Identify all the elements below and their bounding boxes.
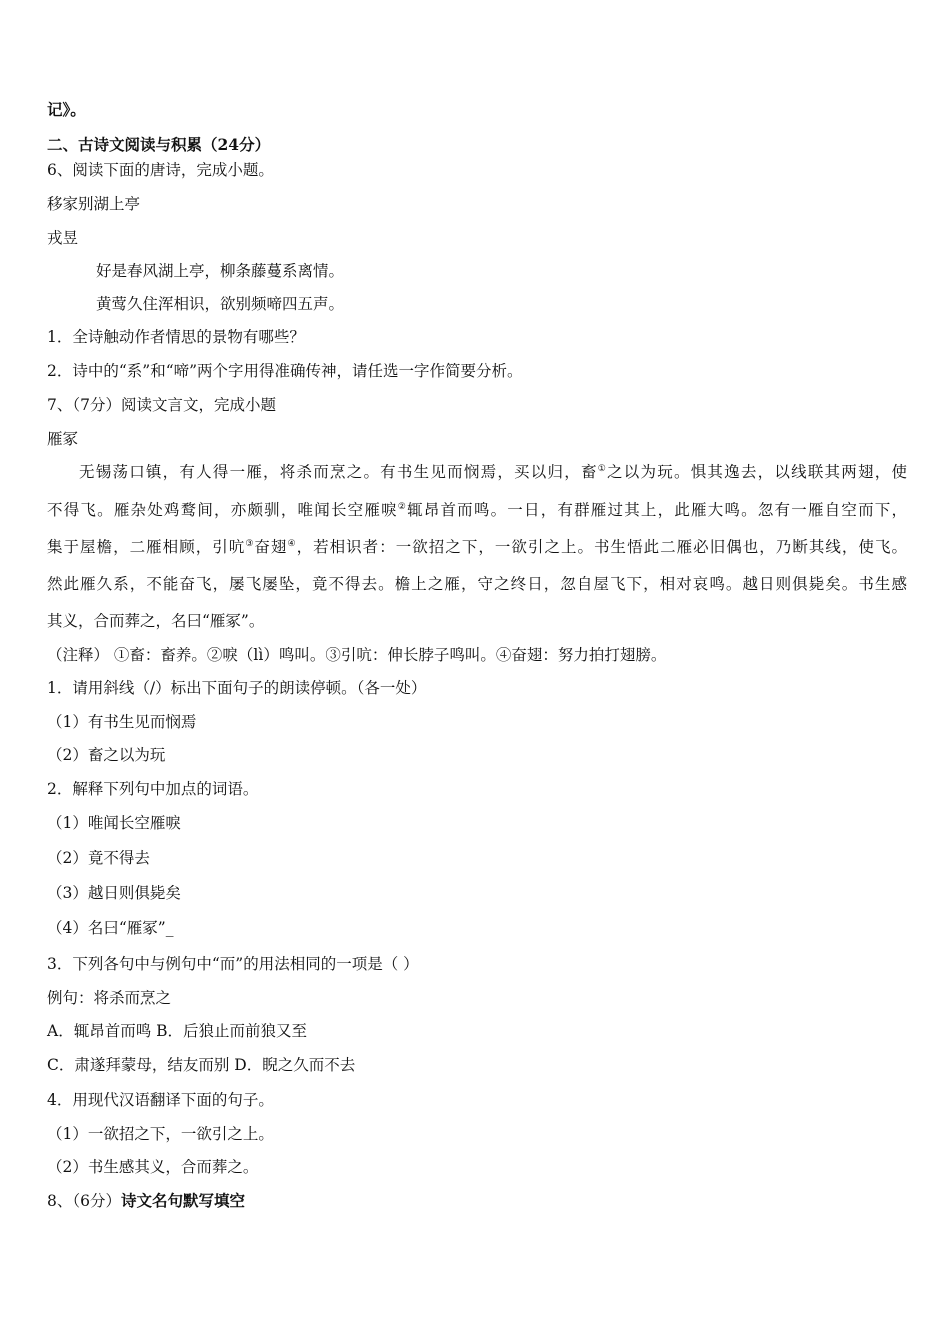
- q8-heading: [47, 1191, 245, 1211]
- q7-sub2-item: （3）越日则俱毙矣: [47, 884, 181, 902]
- q7-sub1-item: （1）有书生见而悯焉: [47, 713, 197, 731]
- q7-sub3: 3．下列各句中与例句中“而”的用法相同的一项是（ ）: [47, 955, 419, 973]
- passage-text: ，若相识者：一欲招之下，一欲引之上。书生悟此二雁必旧偶也，乃断其线，使飞。: [296, 538, 907, 556]
- passage-line-4: [47, 574, 907, 594]
- footnote-mark: ①: [597, 464, 608, 474]
- footnote-mark: ④: [287, 539, 297, 549]
- poem-line-1: 好是春风湖上亭，柳条藤蔓系离情。: [96, 262, 345, 280]
- q7-sub2-item: （1）唯闻长空雁唳: [47, 814, 181, 832]
- poem-author: 戎昱: [47, 229, 79, 247]
- passage-text: 无锡荡口镇，有人得一雁，将杀而烹之。有书生见而悯焉，买以归，畜: [79, 463, 598, 481]
- q8-prefix: 8、（6分）: [47, 1192, 121, 1210]
- passage-text: 之以为玩。惧其逸去，以线联其两翅，使: [607, 463, 907, 481]
- passage-text: 然此雁久系，不能奋飞，屡飞屡坠，竟不得去。檐上之雁，守之终日，忽自屋飞下，相对哀鸣。越日则俱毙矣。书生感: [47, 575, 907, 593]
- q7-prompt: 7、（7分）阅读文言文，完成小题: [47, 396, 276, 414]
- passage-text: 集于屋檐，二雁相顾，引吭: [47, 538, 246, 556]
- passage-text: 辄昂首而鸣。一日，有群雁过其上，此雁大鸣。忽有一雁自空而下，: [407, 501, 907, 519]
- passage-text: 不得飞。雁杂处鸡鹜间，亦颇驯，唯闻长空雁唳: [47, 501, 398, 519]
- annotation-notes: （注释） ①畜：畜养。②唳（lì）鸣叫。③引吭：伸长脖子鸣叫。④奋翅：努力拍打翅膀。: [47, 646, 667, 664]
- q7-sub2-item: （4）名曰“雁冢”_: [47, 919, 174, 937]
- q7-sub2-item: （2）竟不得去: [47, 849, 150, 867]
- q7-sub3-options-ab: A．辄昂首而鸣 B．后狼止而前狼又至: [47, 1022, 308, 1040]
- q7-sub1-item: （2）畜之以为玩: [47, 746, 166, 764]
- passage-line-5: 其义，合而葬之，名曰“雁冢”。: [47, 612, 265, 630]
- q7-sub4-item: （2）书生感其义，合而葬之。: [47, 1158, 259, 1176]
- poem-title: 移家别湖上亭: [47, 195, 141, 213]
- q7-sub1: 1．请用斜线（/）标出下面句子的朗读停顿。（各一处）: [47, 679, 427, 697]
- header-tail: 记》。: [47, 100, 86, 119]
- q7-sub3-example: 例句：将杀而烹之: [47, 989, 172, 1007]
- footnote-mark: ③: [245, 539, 255, 549]
- passage-line-2: [47, 500, 907, 520]
- passage-text: 奋翅: [254, 538, 288, 556]
- footnote-mark: ②: [397, 502, 408, 512]
- section-title: 二、古诗文阅读与积累（24分）: [47, 135, 271, 154]
- q7-sub2: 2．解释下列句中加点的词语。: [47, 780, 259, 798]
- q7-sub4: 4．用现代汉语翻译下面的句子。: [47, 1091, 274, 1109]
- q6-sub2: 2．诗中的“系”和“啼”两个字用得准确传神，请任选一字作简要分析。: [47, 362, 523, 380]
- q7-sub4-item: （1）一欲招之下，一欲引之上。: [47, 1125, 274, 1143]
- passage-line-3: [47, 537, 907, 557]
- passage-title: 雁冢: [47, 430, 79, 448]
- q6-sub1: 1．全诗触动作者情思的景物有哪些？: [47, 328, 305, 346]
- poem-line-2: 黄莺久住浑相识，欲别频啼四五声。: [96, 295, 345, 313]
- q8-title: 诗文名句默写填空: [120, 1191, 245, 1210]
- q7-sub3-options-cd: C．肃遂拜蒙母，结友而别 D．睨之久而不去: [47, 1056, 356, 1074]
- q6-prompt: 6、阅读下面的唐诗，完成小题。: [47, 161, 274, 179]
- passage-line-1: [47, 462, 907, 482]
